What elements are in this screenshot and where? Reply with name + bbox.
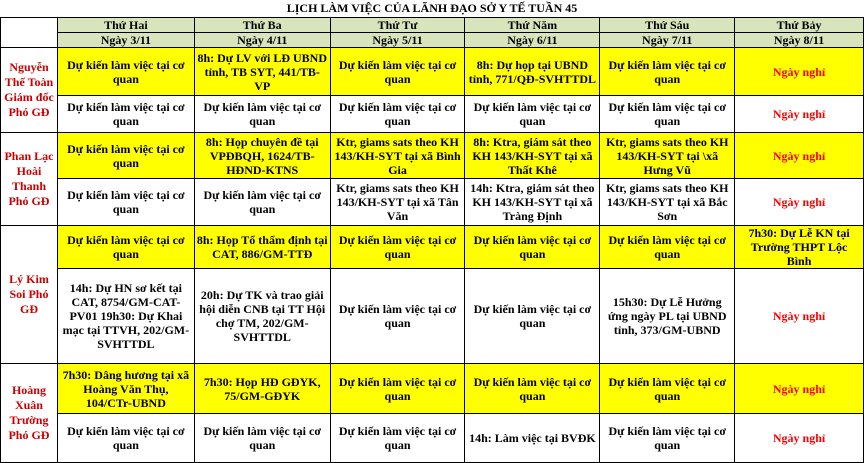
leader-1-pm-fri: Ktr, giams sats theo KH 143/KH-SYT tại xã Bắc Sơn	[600, 179, 735, 226]
day-header-thu: Thứ Năm	[465, 18, 600, 33]
leader-1-am-thu: 8h: Ktra, giám sát theo KH 143/KH-SYT tại xã Thất Khê	[465, 133, 600, 179]
leader-0-am-sat: Ngày nghỉ	[735, 48, 864, 96]
leader-0-morning-row	[1, 48, 864, 96]
leader-2-am-mon: Dự kiến làm việc tại cơ quan	[57, 226, 194, 269]
leader-3-pm-fri: Dự kiến làm việc tại cơ quan	[600, 414, 735, 463]
leader-2-pm-sat: Ngày nghỉ	[735, 269, 864, 364]
leader-1-am-wed: Ktr, giams sats theo KH 143/KH-SYT tại xã Bình Gia	[330, 133, 465, 179]
schedule-table	[0, 17, 864, 463]
leader-2-afternoon-row	[1, 269, 864, 364]
leader-2-pm-fri: 15h30: Dự Lễ Hưởng ứng ngày PL tại UBND tỉnh, 373/GM-UBND	[600, 269, 735, 364]
leader-3-afternoon-row	[1, 414, 864, 463]
leader-0-pm-fri: Dự kiến làm việc tại cơ quan	[600, 96, 735, 133]
date-header-wed: Ngày 5/11	[330, 33, 465, 48]
day-header-tue: Thứ Ba	[194, 18, 330, 33]
leader-1-am-tue: 8h: Họp chuyên đề tại VPĐBQH, 1624/TB-HĐND-KTNS	[194, 133, 330, 179]
leader-2-pm-tue: 20h: Dự TK và trao giải hội diễn CNB tại TT Hội chợ TM, 202/GM-SVHTTDL	[194, 269, 330, 364]
leader-3-pm-thu: 14h: Làm việc tại BVĐK	[465, 414, 600, 463]
leader-1-pm-thu: 14h: Ktra, giám sát theo KH 143/KH-SYT tại xã Tràng Định	[465, 179, 600, 226]
leader-1-pm-sat: Ngày nghỉ	[735, 179, 864, 226]
leader-1-am-fri: Ktr, giams sats theo KH 143/KH-SYT tại \xã Hưng Vũ	[600, 133, 735, 179]
leader-3-pm-sat: Ngày nghỉ	[735, 414, 864, 463]
leader-1-name: Phan Lạc Hoài Thanh Phó GĐ	[1, 133, 58, 226]
leader-0-am-thu: 8h: Dự họp tại UBND tỉnh, 771/QĐ-SVHTTDL	[465, 48, 600, 96]
day-header-fri: Thứ Sáu	[600, 18, 735, 33]
leader-0-am-fri: Dự kiến làm việc tại cơ quan	[600, 48, 735, 96]
leader-1-pm-wed: Ktr, giams sats theo KH 143/KH-SYT tại xã Tân Văn	[330, 179, 465, 226]
leader-2-am-tue: 8h: Họp Tổ thẩm định tại CAT, 886/GM-TTĐ	[194, 226, 330, 269]
leader-0-am-wed: Dự kiến làm việc tại cơ quan	[330, 48, 465, 96]
leader-2-am-wed: Dự kiến làm việc tại cơ quan	[330, 226, 465, 269]
leader-3-am-thu: Dự kiến làm việc tại cơ quan	[465, 364, 600, 414]
date-header-fri: Ngày 7/11	[600, 33, 735, 48]
leader-3-pm-mon: Dự kiến làm việc tại cơ quan	[57, 414, 194, 463]
leader-2-am-fri: Dự kiến làm việc tại cơ quan	[600, 226, 735, 269]
leader-0-pm-sat: Ngày nghỉ	[735, 96, 864, 133]
leader-0-pm-mon: Dự kiến làm việc tại cơ quan	[57, 96, 194, 133]
leader-3-am-fri: Dự kiến làm việc tại cơ quan	[600, 364, 735, 414]
leader-1-am-mon: Dự kiến làm việc tại cơ quan	[57, 133, 194, 179]
leader-3-name: Hoàng Xuân Trường Phó GĐ	[1, 364, 58, 463]
date-header-sat: Ngày 8/11	[735, 33, 864, 48]
leader-3-pm-tue: Dự kiến làm việc tại cơ quan	[194, 414, 330, 463]
leader-1-pm-tue: Dự kiến làm việc tại cơ quan	[194, 179, 330, 226]
leader-1-am-sat: Ngày nghỉ	[735, 133, 864, 179]
day-name-row	[1, 18, 864, 33]
date-header-thu: Ngày 6/11	[465, 33, 600, 48]
leader-0-am-mon: Dự kiến làm việc tại cơ quan	[57, 48, 194, 96]
day-header-sat: Thứ Bảy	[735, 18, 864, 33]
leader-2-pm-wed: Dự kiến làm việc tại cơ quan	[330, 269, 465, 364]
leader-3-am-mon: 7h30: Dâng hương tại xã Hoàng Văn Thụ, 104/CTr-UBND	[57, 364, 194, 414]
day-header-wed: Thứ Tư	[330, 18, 465, 33]
leader-2-am-thu: Dự kiến làm việc tại cơ quan	[465, 226, 600, 269]
leader-0-pm-thu: Dự kiến làm việc tại cơ quan	[465, 96, 600, 133]
leader-0-pm-tue: Dự kiến làm việc tại cơ quan	[194, 96, 330, 133]
day-header-mon: Thứ Hai	[57, 18, 194, 33]
leader-0-afternoon-row	[1, 96, 864, 133]
leader-1-afternoon-row	[1, 179, 864, 226]
schedule-title: LỊCH LÀM VIỆC CỦA LÃNH ĐẠO SỞ Y TẾ TUẦN 45	[286, 1, 578, 15]
corner-cell	[1, 18, 58, 48]
leader-2-name: Lý Kim Soi Phó GĐ	[1, 226, 58, 364]
day-date-row	[1, 33, 864, 48]
leader-2-morning-row	[1, 226, 864, 269]
leader-3-morning-row	[1, 364, 864, 414]
leader-0-pm-wed: Dự kiến làm việc tại cơ quan	[330, 96, 465, 133]
leader-1-morning-row	[1, 133, 864, 179]
date-header-tue: Ngày 4/11	[194, 33, 330, 48]
leader-2-pm-thu: Dự kiến làm việc tại cơ quan	[465, 269, 600, 364]
leader-0-am-tue: 8h: Dự LV với LĐ UBND tỉnh, TB SYT, 441/TB-VP	[194, 48, 330, 96]
leader-1-pm-mon: Dự kiến làm việc tại cơ quan	[57, 179, 194, 226]
leader-2-am-sat: 7h30: Dự Lễ KN tại Trường THPT Lộc Bình	[735, 226, 864, 269]
date-header-mon: Ngày 3/11	[57, 33, 194, 48]
leader-3-am-sat: Ngày nghỉ	[735, 364, 864, 414]
leader-3-am-tue: 7h30: Họp HĐ GĐYK, 75/GM-GĐYK	[194, 364, 330, 414]
leader-3-pm-wed: Dự kiến làm việc tại cơ quan	[330, 414, 465, 463]
leader-0-name: Nguyễn Thế Toàn Giám đốc Phó GĐ	[1, 48, 58, 133]
leader-3-am-wed: Dự kiến làm việc tại cơ quan	[330, 364, 465, 414]
leader-2-pm-mon: 14h: Dự HN sơ kết tại CAT, 8754/GM-CAT-PV01 19h30: Dự Khai mạc tại TTVH, 202/GM-SVHTTDL	[57, 269, 194, 364]
